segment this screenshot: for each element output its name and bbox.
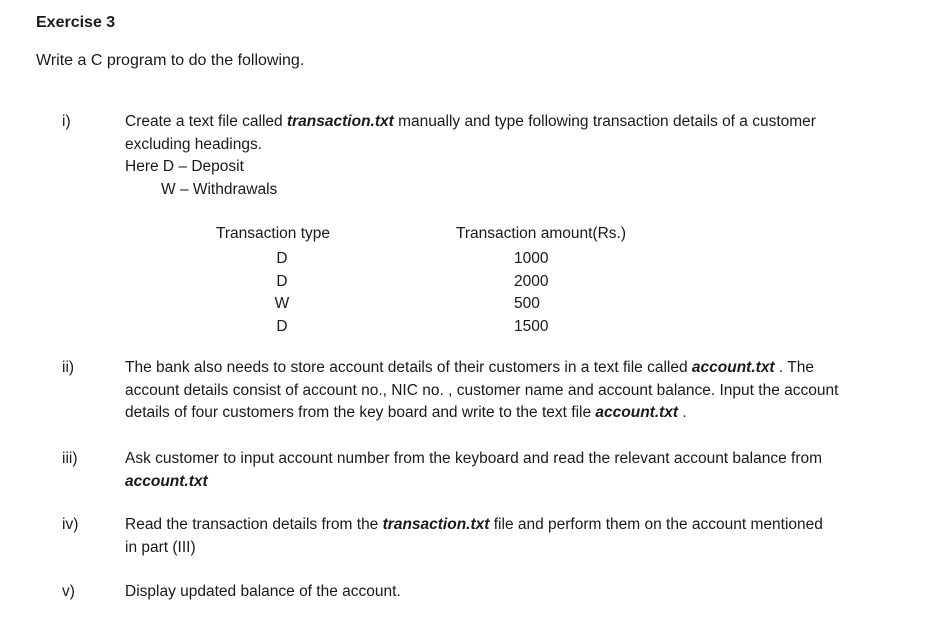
item-2-line-2: account details consist of account no., NIC no. , customer name and account balance. Input the account [125,381,839,399]
table-header-amount: Transaction amount(Rs.) [456,225,626,242]
item-1-line-1: Create a text file called transaction.txt manually and type following transaction details of a customer [125,113,816,130]
table-cell: D [276,317,288,335]
table-cell: W [274,295,290,312]
table-cell: D [276,250,288,267]
item-text-4 [125,514,895,559]
item-1-line-4: W – Withdrawals [161,180,278,198]
item-text-5 [125,581,895,604]
filename-transaction: transaction.txt [382,516,490,533]
item-1-line-3: Here D – Deposit [125,158,244,175]
item-5-line-1: Display updated balance of the account. [125,583,401,600]
table-column-amount [514,248,574,338]
table-cell: 1000 [514,250,549,267]
item-number-5: v) [62,583,75,600]
item-2-line-1: The bank also needs to store account details of their customers in a text file called account.txt . The [125,359,814,376]
table-header-type: Transaction type [216,225,331,242]
filename-account: account.txt [125,472,208,490]
item-number-3: iii) [62,450,78,467]
table-cell: D [276,272,288,290]
filename-transaction: transaction.txt [286,113,394,130]
item-3-line-1: Ask customer to input account number from the keyboard and read the relevant account balance from [125,450,823,467]
table-column-type [274,248,290,338]
table-cell: 1500 [514,317,549,335]
item-2-line-3: details of four customers from the key board and write to the text file account.txt . [125,404,687,421]
item-1-line-2: excluding headings. [125,135,263,153]
item-number-2: ii) [62,359,75,376]
item-text-2 [125,357,895,425]
item-4-line-1: Read the transaction details from the transaction.txt file and perform them on the account mentioned [125,516,823,533]
exercise-title: Exercise 3 [36,14,116,31]
item-number-4: iv) [62,516,79,533]
item-text-1 [125,111,895,201]
table-cell: 2000 [514,272,549,290]
item-text-3 [125,448,895,493]
item-3-line-2 [125,471,895,494]
filename-account: account.txt [691,359,775,376]
item-number-1: i) [62,113,71,130]
table-cell: 500 [514,295,540,312]
exercise-intro: Write a C program to do the following. [36,52,305,69]
filename-account: account.txt [595,404,679,421]
item-4-line-2: in part (III) [125,538,196,556]
